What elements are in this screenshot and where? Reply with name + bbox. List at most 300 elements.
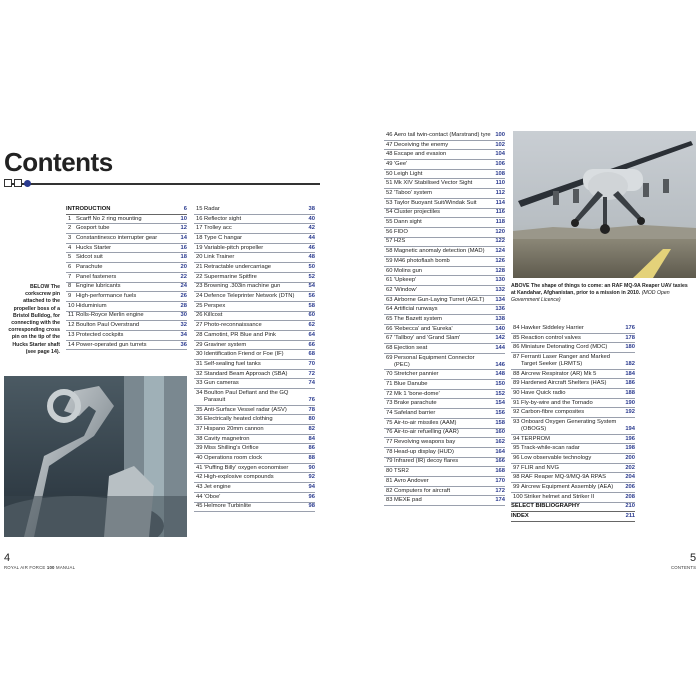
toc-entry-number: 26 — [196, 312, 203, 319]
toc-entry-page: 86 — [308, 445, 315, 452]
toc-entry — [384, 496, 505, 506]
toc-entry-number: 18 — [196, 234, 203, 241]
toc-entry-page: 126 — [495, 257, 505, 264]
toc-entry — [511, 464, 635, 474]
toc-entry — [194, 215, 315, 225]
toc-entry — [384, 228, 505, 238]
toc-entry-page: 162 — [495, 439, 505, 446]
toc-entry — [194, 263, 315, 273]
toc-entry-number: 99 — [513, 484, 520, 491]
toc-entry — [384, 334, 505, 344]
toc-entry-page: 174 — [495, 497, 505, 504]
toc-entry-number: 81 — [386, 477, 393, 484]
toc-entry-title: TERPROM — [521, 435, 550, 442]
toc-entry-page: 20 — [180, 264, 187, 271]
toc-entry-number: 24 — [196, 293, 203, 300]
toc-entry-page: 46 — [308, 244, 315, 251]
toc-entry-number: 12 — [68, 322, 75, 329]
toc-entry — [384, 286, 505, 296]
toc-entry-title: Reaction control valves — [521, 334, 581, 341]
toc-entry-title: Link Trainer — [204, 254, 235, 261]
toc-entry — [384, 409, 505, 419]
toc-entry-page: 74 — [308, 380, 315, 387]
toc-entry — [384, 458, 505, 468]
left-page-number: 4 — [4, 552, 11, 564]
toc-entry-page: 38 — [308, 205, 315, 212]
toc-entry-number: 91 — [513, 399, 520, 406]
toc-entry-title: Type C hangar — [204, 234, 243, 241]
toc-entry-title: Infrared (IR) decoy flares — [394, 458, 459, 465]
toc-entry-title: Helmore Turbinlite — [204, 503, 252, 510]
toc-entry-title: Panel fasteners — [76, 273, 117, 280]
toc-entry-page: 206 — [625, 484, 635, 491]
toc-entry — [384, 150, 505, 160]
toc-entry-title: Self-sealing fuel tanks — [204, 360, 261, 367]
toc-entry-page: 22 — [180, 273, 187, 280]
toc-entry-number: 93 — [513, 418, 520, 425]
toc-entry — [384, 477, 505, 487]
toc-entry-number: 47 — [386, 141, 393, 148]
toc-entry-title: Scarff No 2 ring mounting — [76, 215, 142, 222]
toc-entry-number: 57 — [386, 238, 393, 245]
toc-entry-page: 150 — [495, 380, 505, 387]
toc-entry-number: 51 — [386, 180, 393, 187]
corkscrew-pin-image — [4, 376, 187, 537]
toc-entry-page: 198 — [625, 445, 635, 452]
toc-entry-page: 80 — [308, 416, 315, 423]
toc-entry-title: Gun cameras — [204, 380, 239, 387]
toc-entry — [194, 415, 315, 425]
toc-entry-title: Jet engine — [204, 484, 231, 491]
toc-section-heading — [511, 503, 635, 513]
toc-entry-title: Fly-by-wire and the Tornado — [521, 399, 593, 406]
toc-entry-page: 54 — [308, 283, 315, 290]
rule-marker-dot — [24, 180, 31, 187]
toc-entry-number: 37 — [196, 425, 203, 432]
left-running-footer — [4, 565, 75, 570]
toc-entry-title: Brake parachute — [394, 400, 437, 407]
toc-entry-title: Dann sight — [394, 219, 422, 226]
toc-entry — [384, 170, 505, 180]
toc-entry-number: 11 — [68, 312, 75, 319]
toc-entry-number: 5 — [68, 254, 72, 261]
toc-entry-page: 154 — [495, 400, 505, 407]
toc-entry-number: 92 — [513, 409, 520, 416]
toc-entry-page: 172 — [495, 487, 505, 494]
toc-entry-number: 2 — [68, 225, 72, 232]
toc-entry-page: 90 — [308, 464, 315, 471]
toc-entry-number: 98 — [513, 474, 520, 481]
toc-entry-page: 120 — [495, 228, 505, 235]
toc-entry-title: Molins gun — [394, 267, 423, 274]
reaper-uav-image — [513, 131, 696, 278]
toc-entry-number: 55 — [386, 219, 393, 226]
toc-entry-number: 58 — [386, 248, 393, 255]
toc-entry-title: Cluster projectiles — [394, 209, 441, 216]
toc-entry-page: 98 — [308, 503, 315, 510]
toc-entry-number: 63 — [386, 296, 393, 303]
toc-entry-page: 30 — [180, 312, 187, 319]
toc-entry — [194, 341, 315, 351]
toc-entry-page: 142 — [495, 335, 505, 342]
toc-entry-page: 78 — [308, 406, 315, 413]
toc-entry — [66, 292, 187, 302]
toc-entry-title: 'Oboe' — [204, 493, 221, 500]
toc-entry-number: 87 — [513, 353, 520, 360]
toc-entry-number: 72 — [386, 390, 393, 397]
toc-entry-title: Blue Danube — [394, 380, 428, 387]
toc-entry — [511, 483, 635, 493]
toc-entry — [66, 215, 187, 225]
toc-entry — [384, 160, 505, 170]
toc-entry-number: 71 — [386, 380, 393, 387]
toc-entry — [194, 379, 315, 389]
toc-entry-title: Miniature Detonating Cord (MDC) — [521, 344, 608, 351]
toc-entry-title: Have Quick radio — [521, 389, 566, 396]
toc-entry — [511, 418, 635, 435]
toc-entry — [194, 273, 315, 283]
toc-entry-title: Low observable technology — [521, 454, 592, 461]
toc-entry — [66, 244, 187, 254]
toc-entry — [384, 390, 505, 400]
toc-entry-title: Escape and evasion — [394, 151, 447, 158]
toc-entry-number: 20 — [196, 254, 203, 261]
toc-entry — [511, 493, 635, 503]
toc-entry-page: 190 — [625, 399, 635, 406]
toc-entry-page: 134 — [495, 296, 505, 303]
toc-entry-number: 50 — [386, 170, 393, 177]
toc-entry-page: 176 — [625, 324, 635, 331]
toc-entry — [194, 473, 315, 483]
toc-entry — [194, 302, 315, 312]
toc-entry-number: 59 — [386, 257, 393, 264]
left-caption — [4, 284, 60, 356]
toc-entry-page: 156 — [495, 410, 505, 417]
toc-entry-number: 32 — [196, 370, 203, 377]
toc-entry-title: Trolley acc — [204, 225, 232, 232]
toc-entry-number: 70 — [386, 371, 393, 378]
toc-entry — [194, 331, 315, 341]
toc-entry — [384, 380, 505, 390]
toc-entry-number: 29 — [196, 341, 203, 348]
toc-entry-title: Parachute — [76, 264, 103, 271]
toc-entry-number: 74 — [386, 410, 393, 417]
toc-entry-page: 158 — [495, 419, 505, 426]
toc-entry-title: Identification Friend or Foe (IF) — [204, 351, 284, 358]
toc-entry-number: 41 — [196, 464, 203, 471]
toc-entry — [384, 131, 505, 141]
toc-entry — [194, 454, 315, 464]
toc-entry-page: 180 — [625, 344, 635, 351]
toc-entry-title: Mk XIV Stabilised Vector Sight — [394, 180, 473, 187]
right-caption-credit: (MOD Open Government Licence) — [511, 290, 670, 304]
toc-entry-page: 62 — [308, 322, 315, 329]
toc-entry-title: Onboard Oxygen Generating System (OBOGS) — [521, 418, 617, 432]
toc-entry-number: 48 — [386, 151, 393, 158]
toc-entry — [511, 408, 635, 418]
toc-entry-page: 168 — [495, 468, 505, 475]
toc-entry-title: Camotint, PR Blue and Pink — [204, 331, 276, 338]
toc-entry-page: 24 — [180, 283, 187, 290]
toc-entry-number: 65 — [386, 315, 393, 322]
toc-entry-number: 85 — [513, 334, 520, 341]
toc-entry-page: 48 — [308, 254, 315, 261]
toc-entry-title: Boulton Paul Defiant and the GQ Parasuit — [204, 389, 289, 403]
toc-entry — [66, 273, 187, 283]
toc-entry-number: 44 — [196, 493, 203, 500]
toc-entry-page: 124 — [495, 248, 505, 255]
toc-entry-title: Electrically heated clothing — [204, 416, 273, 423]
toc-entry-page: 88 — [308, 454, 315, 461]
toc-entry-number: 28 — [196, 331, 203, 338]
toc-entry — [194, 224, 315, 234]
toc-entry — [511, 379, 635, 389]
toc-entry-number: 67 — [386, 335, 393, 342]
toc-section-heading — [66, 205, 187, 215]
toc-entry-title: Computers for aircraft — [394, 487, 451, 494]
toc-entry-title: INDEX — [511, 513, 529, 520]
toc-entry — [194, 360, 315, 370]
toc-entry-page: 26 — [180, 293, 187, 300]
toc-entry-page: 138 — [495, 315, 505, 322]
toc-entry-page: 164 — [495, 448, 505, 455]
toc-entry — [384, 296, 505, 306]
toc-entry — [511, 444, 635, 454]
toc-entry-page: 72 — [308, 370, 315, 377]
right-page-number: 5 — [690, 552, 697, 564]
right-caption-text: The shape of things to come: an RAF MQ-9A Reaper UAV taxies at Kandahar, Afghanistan, prior to a mission in 2010. — [511, 283, 688, 297]
toc-entry-page: 108 — [495, 170, 505, 177]
title-rule — [4, 183, 320, 185]
toc-entry-number: 40 — [196, 454, 203, 461]
toc-entry-page: 82 — [308, 425, 315, 432]
toc-entry-title: Hiduminium — [76, 302, 107, 309]
toc-entry-title: Aircrew Equipment Assembly (AEA) — [521, 484, 614, 491]
toc-entry — [384, 370, 505, 380]
toc-entry-page: 182 — [625, 360, 635, 367]
toc-entry — [384, 305, 505, 315]
toc-entry — [194, 253, 315, 263]
toc-entry-number: 3 — [68, 234, 72, 241]
toc-entry-title: Reflector sight — [204, 215, 242, 222]
toc-entry-title: Personal Equipment Connector (PEC) — [394, 354, 475, 368]
toc-entry-page: 114 — [495, 199, 505, 206]
toc-entry-number: 4 — [68, 244, 72, 251]
toc-entry — [511, 399, 635, 409]
toc-entry-title: Taylor Buoyant Suit/Windak Suit — [394, 199, 477, 206]
toc-entry-number: 19 — [196, 244, 203, 251]
toc-entry-page: 184 — [625, 370, 635, 377]
toc-entry-page: 196 — [625, 435, 635, 442]
toc-entry — [66, 312, 187, 322]
toc-entry-title: High-explosive compounds — [204, 474, 274, 481]
toc-entry — [384, 276, 505, 286]
toc-entry-page: 194 — [625, 425, 635, 432]
toc-entry — [384, 141, 505, 151]
toc-entry-number: 94 — [513, 435, 520, 442]
toc-entry-number: 80 — [386, 468, 393, 475]
manual-series-prefix: ROYAL AIR FORCE — [4, 565, 46, 570]
toc-entry-title: Photo-reconnaissance — [204, 322, 262, 329]
toc-entry-page: 100 — [495, 131, 505, 138]
toc-entry-page: 140 — [495, 325, 505, 332]
toc-entry-number: 8 — [68, 283, 72, 290]
toc-entry-page: 10 — [180, 215, 187, 222]
toc-entry — [384, 438, 505, 448]
toc-entry — [511, 473, 635, 483]
toc-entry-title: FLIR and NVG — [521, 464, 560, 471]
toc-entry-page: 200 — [625, 454, 635, 461]
toc-entry — [384, 179, 505, 189]
toc-entry-number: 69 — [386, 354, 393, 361]
toc-entry-title: Airborne Gun-Laying Turret (AGLT) — [394, 296, 485, 303]
toc-entry-page: 192 — [625, 409, 635, 416]
manual-series-num: 100 — [46, 565, 55, 570]
toc-entry-page: 130 — [495, 277, 505, 284]
toc-entry-title: Radar — [204, 205, 220, 212]
toc-entry-title: Rolls-Royce Merlin engine — [76, 312, 144, 319]
toc-entry — [384, 257, 505, 267]
toc-entry — [384, 344, 505, 354]
toc-entry-title: Air-to-air refuelling (AAR) — [394, 429, 459, 436]
toc-entry — [511, 343, 635, 353]
toc-entry-number: 33 — [196, 380, 203, 387]
toc-entry-page: 211 — [625, 513, 635, 520]
right-running-footer: CONTENTS — [671, 565, 697, 570]
toc-entry — [384, 238, 505, 248]
toc-section-heading — [511, 512, 635, 522]
toc-entry-title: Standard Beam Approach (SBA) — [204, 370, 288, 377]
toc-entry-page: 70 — [308, 360, 315, 367]
toc-entry-title: 'Upkeep' — [394, 277, 417, 284]
toc-entry-title: Defence Teleprinter Network (DTN) — [204, 293, 295, 300]
toc-entry-number: 45 — [196, 503, 203, 510]
toc-entry — [194, 406, 315, 416]
toc-entry — [384, 419, 505, 429]
toc-entry-page: 166 — [495, 458, 505, 465]
toc-entry-page: 92 — [308, 474, 315, 481]
toc-entry-title: Supermarine Spitfire — [204, 273, 257, 280]
toc-entry — [511, 454, 635, 464]
toc-entry-title: Hucks Starter — [76, 244, 112, 251]
toc-entry — [384, 448, 505, 458]
toc-entry-number: 25 — [196, 302, 203, 309]
toc-entry-number: 68 — [386, 345, 393, 352]
toc-entry-title: Ferranti Laser Ranger and Marked Target Seeker (LRMTS) — [521, 353, 610, 367]
toc-entry-number: 34 — [196, 389, 203, 396]
toc-entry-page: 56 — [308, 293, 315, 300]
toc-entry — [194, 483, 315, 493]
title-rule-markers — [4, 179, 31, 187]
toc-entry — [384, 189, 505, 199]
toc-entry-number: 66 — [386, 325, 393, 332]
toc-entry-title: Artificial runways — [394, 306, 438, 313]
toc-entry-title: Carbon-fibre composites — [521, 409, 585, 416]
toc-entry-page: 50 — [308, 264, 315, 271]
toc-entry-number: 52 — [386, 190, 393, 197]
toc-entry — [66, 234, 187, 244]
toc-entry-number: 10 — [68, 302, 75, 309]
toc-entry — [384, 199, 505, 209]
left-caption-text: The corkscrew pin attached to the propeller boss of a Bristol Bulldog, for connecting with the corresponding cross pin on the tip of the Hucks Starter shaft (see page 14). — [8, 284, 60, 355]
toc-entry — [384, 325, 505, 335]
toc-entry-number: 17 — [196, 225, 203, 232]
toc-entry-number: 30 — [196, 351, 203, 358]
toc-entry-number: 16 — [196, 215, 203, 222]
toc-entry-page: 188 — [625, 389, 635, 396]
toc-entry-page: 12 — [180, 225, 187, 232]
toc-entry — [66, 321, 187, 331]
toc-entry — [384, 315, 505, 325]
toc-entry-title: SELECT BIBLIOGRAPHY — [511, 503, 580, 510]
toc-entry-page: 6 — [183, 205, 187, 212]
toc-entry — [384, 467, 505, 477]
toc-entry — [511, 334, 635, 344]
toc-entry-number: 36 — [196, 416, 203, 423]
toc-entry-number: 62 — [386, 286, 393, 293]
toc-entry-number: 9 — [68, 293, 72, 300]
manual-series-suffix: MANUAL — [56, 565, 76, 570]
toc-entry — [194, 292, 315, 302]
toc-entry-page: 178 — [625, 334, 635, 341]
toc-entry-number: 83 — [386, 497, 393, 504]
toc-entry-number: 88 — [513, 370, 520, 377]
toc-entry — [384, 209, 505, 219]
toc-entry-page: 160 — [495, 429, 505, 436]
toc-entry — [384, 267, 505, 277]
toc-entry-title: Killcost — [204, 312, 223, 319]
toc-entry-title: Striker helmet and Striker II — [524, 493, 595, 500]
toc-entry-title: Magnetic anomaly detection (MAD) — [394, 248, 485, 255]
toc-entry-title: Perspex — [204, 302, 226, 309]
toc-entry-title: Avro Andover — [394, 477, 429, 484]
toc-entry-page: 68 — [308, 351, 315, 358]
toc-entry-number: 21 — [196, 264, 203, 271]
toc-entry-title: Boulton Paul Overstrand — [76, 322, 140, 329]
toc-entry — [384, 218, 505, 228]
toc-entry-number: 84 — [513, 324, 520, 331]
toc-entry-number: 43 — [196, 484, 203, 491]
corkscrew-pin-photo — [4, 376, 187, 537]
right-caption-lead: ABOVE — [511, 283, 530, 289]
toc-entry-page: 116 — [495, 209, 505, 216]
toc-entry-title: 'Gee' — [394, 160, 408, 167]
toc-entry — [511, 370, 635, 380]
toc-entry-title: Variable-pitch propeller — [204, 244, 264, 251]
toc-entry — [194, 283, 315, 293]
toc-entry — [194, 205, 315, 215]
toc-entry-number: 35 — [196, 406, 203, 413]
toc-entry-number: 86 — [513, 344, 520, 351]
left-caption-lead: BELOW — [30, 284, 50, 290]
toc-entry-title: Revolving weapons bay — [394, 439, 456, 446]
toc-entry-number: 13 — [68, 331, 75, 338]
toc-entry-number: 42 — [196, 474, 203, 481]
toc-entry-number: 60 — [386, 267, 393, 274]
toc-entry-number: 23 — [196, 283, 203, 290]
toc-entry-number: 82 — [386, 487, 393, 494]
toc-entry-title: H2S — [394, 238, 406, 245]
toc-entry — [194, 312, 315, 322]
toc-entry-number: 46 — [386, 131, 393, 138]
toc-entry-page: 118 — [495, 219, 505, 226]
toc-entry — [194, 425, 315, 435]
toc-entry-title: Sidcot suit — [76, 254, 103, 261]
toc-entry — [66, 283, 187, 293]
toc-entry-title: Ejection seat — [394, 345, 428, 352]
toc-entry-number: 78 — [386, 448, 393, 455]
toc-entry — [66, 224, 187, 234]
